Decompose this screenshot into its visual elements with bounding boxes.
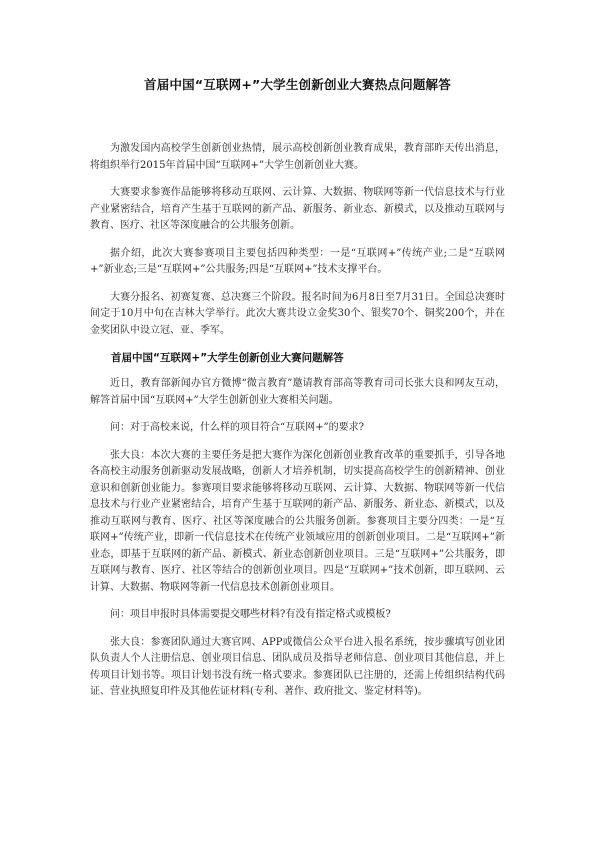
question-paragraph: 问：项目申报时具体需要提交哪些材料?有没有指定格式或模板?	[110, 609, 391, 620]
intro-paragraph: 大赛要求参赛作品能够将移动互联网、云计算、大数据、物联网等新一代信息技术与行业产业紧密结合，培育产生基于互联网的新产品、新服务、新业态、新模式，以及推动互联网与教育、医疗、社区等深度融合的公共服务创新。	[90, 187, 505, 231]
qa-paragraph: 近日，教育部新闻办官方微博“微言教育”邀请教育部高等教育司司长张大良和网友互动，解答首届中国“互联网+”大学生创新创业大赛相关问题。	[90, 378, 505, 406]
intro-paragraph: 为激发国内高校学生创新创业热情，展示高校创新创业教育成果，教育部昨天传出消息，将组织举行2015年首届中国“互联网+”大学生创新创业大赛。	[90, 143, 505, 171]
intro-paragraph: 大赛分报名、初赛复赛、总决赛三个阶段。报名时间为6月8日至7月31日。全国总决赛时间定于10月中旬在吉林大学举行。此次大赛共设立金奖30个、银奖70个、铜奖200个，并在金奖团队中设立冠、亚、季军。	[90, 291, 505, 336]
document-title: 首届中国“互联网+”大学生创新创业大赛热点问题解答	[144, 77, 451, 92]
section-heading: 首届中国“互联网+”大学生创新创业大赛问题解答	[111, 352, 344, 364]
answer-paragraph: 张大良：参赛团队通过大赛官网、APP或微信公众平台进入报名系统，按步骤填写创业团队负责人个人注册信息、创业项目信息、团队成员及指导老师信息、创业项目其他信息，并上传项目计划书等。项目计划书没有统一格式要求。参赛团队已注册的，还需上传组织结构代码证、营业执照复印件及其他佐证材料(专利、著作、政府批文、鉴定材料等)。	[90, 636, 505, 697]
intro-paragraph: 据介绍，此次大赛参赛项目主要包括四种类型：一是“互联网+”传统产业;二是“互联网+”新业态;三是“互联网+”公共服务;四是“互联网+”技术支撑平台。	[90, 247, 505, 275]
answer-paragraph: 张大良：本次大赛的主要任务是把大赛作为深化创新创业教育改革的重要抓手，引导各地各高校主动服务创新驱动发展战略，创新人才培养机制，切实提高高校学生的创新精神、创业意识和创新创业能力。参赛项目要求能够将移动互联网、云计算、大数据、物联网等新一代信息技术与行业产业紧密结合，培育产生基于互联网的新产品、新服务、新业态、新模式，以及推动互联网与教育、医疗、社区等深度融合的公共服务创新。参赛项目主要分四类：一是“互联网+”传统产业，即新一代信息技术在传统产业领域应用的创新创业项目。二是“互联网+”新业态，即基于互联网的新产品、新模式、新业态创新创业项目。三是“互联网+”公共服务，即互联网与教育、医疗、社区等结合的创新创业项目。四是“互联网+”技术创新，即互联网、云计算、大数据、物联网等新一代信息技术创新创业项目。	[90, 449, 505, 593]
question-paragraph: 问：对于高校来说，什么样的项目符合“互联网+”的要求?	[110, 422, 364, 433]
